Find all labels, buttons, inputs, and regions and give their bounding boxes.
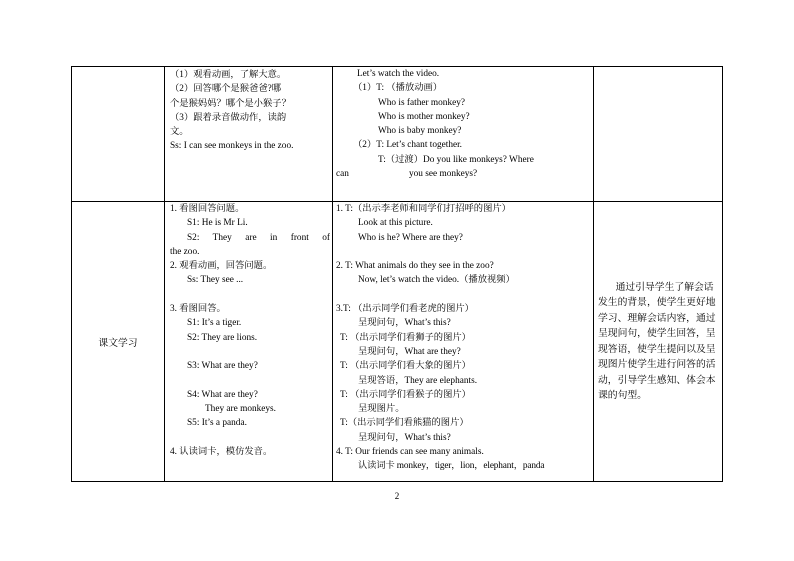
teacher-activity-line: T:（出示同学们看熊猫的图片） <box>340 418 469 429</box>
teacher-activity-line: 呈现问句，What’s this? <box>358 318 451 329</box>
student-activity-line: 文。 <box>170 127 189 138</box>
teacher-activity-line: 呈现问句，What are they? <box>358 346 461 357</box>
teacher-activity-line: T: （出示同学们看猴子的图片） <box>340 389 471 400</box>
teacher-activity-line: Who is baby monkey? <box>378 126 462 137</box>
student-response-line: S1: It’s a tiger. <box>187 318 242 329</box>
teacher-activity-line: Let’s watch the video. <box>357 69 440 79</box>
section-label: 课文学习 <box>98 337 138 349</box>
teacher-activity-line: Who is father monkey? <box>378 97 465 108</box>
student-response-line: S4: What are they? <box>187 389 258 400</box>
teacher-activity-line: T: （出示同学们看大象的图片） <box>340 361 471 372</box>
student-activity-line: （2）回答哪个是猴爸爸?哪 <box>170 84 282 95</box>
teacher-activity-line: T: （出示同学们看狮子的图片） <box>340 332 471 343</box>
blank-line <box>170 431 330 445</box>
design-intent-cell <box>594 202 723 482</box>
blank-line <box>170 374 330 388</box>
student-step-heading: 3. 看图回答。 <box>170 304 226 315</box>
teacher-activity-line: （2）T: Let’s chant together. <box>353 140 463 151</box>
student-response-line: S2: They are lions. <box>187 332 258 343</box>
student-response-line: S2: They are in front of <box>187 232 330 243</box>
blank-line <box>336 245 591 259</box>
student-activity-cell <box>165 67 333 202</box>
student-activity-line: 个是猴妈妈？哪个是小猴子？ <box>170 98 291 109</box>
section-label-cell-empty <box>72 67 165 202</box>
teacher-activity-line: T:（过渡）Do you like monkeys? Where <box>378 154 534 165</box>
student-response-line: Ss: They see ... <box>187 275 244 286</box>
teacher-step-heading: 1. T:（出示李老师和同学们打招呼的图片） <box>336 204 511 214</box>
teacher-step-heading: 4. T: Our friends can see many animals. <box>336 447 484 458</box>
teacher-activity-text: can <box>336 169 349 180</box>
teacher-activity-line-split <box>336 167 591 181</box>
student-response-line: the zoo. <box>170 246 200 257</box>
teacher-activity-line: （1）T: （播放动画） <box>353 83 443 94</box>
teacher-step-heading: 3.T: （出示同学们看老虎的图片） <box>336 304 474 315</box>
teacher-activity-line: 认读词卡 monkey，tiger，lion，elephant，panda <box>358 461 545 472</box>
teacher-activity-line: Who is he? Where are they? <box>358 232 463 243</box>
student-response-line: S5: It’s a panda. <box>187 418 247 429</box>
teacher-activity-line: 呈现答语，They are elephants. <box>358 375 478 386</box>
student-step-heading: 2. 观看动画，回答问题。 <box>170 261 273 272</box>
teacher-activity-line: Who is mother monkey? <box>378 111 470 122</box>
student-activity-cell <box>165 202 333 482</box>
teacher-activity-cell <box>333 67 594 202</box>
teacher-step-heading: 2. T: What animals do they see in the zoo? <box>336 261 494 272</box>
teacher-activity-text: you see monkeys? <box>409 169 478 180</box>
lesson-plan-table <box>71 66 723 482</box>
student-activity-line: （3）跟着录音做动作，读韵 <box>170 112 287 123</box>
table-row-text-learning <box>72 202 723 482</box>
page-number: 2 <box>394 491 400 501</box>
section-label-cell <box>72 202 165 482</box>
student-response-line: S3: What are they? <box>187 361 258 372</box>
teacher-activity-line: 呈现图片。 <box>358 404 405 415</box>
teacher-activity-line: Look at this picture. <box>358 218 433 229</box>
teacher-activity-cell <box>333 202 594 482</box>
teacher-activity-line: 呈现问句，What’s this? <box>358 432 451 443</box>
design-intent-text: 通过引导学生了解会话发生的背景，使学生更好地学习、理解会话内容，通过呈现问句，使学生回答，呈现答语，使学生提问以及呈现图片使学生进行问答的活动，引导学生感知、体会本课的句型。 <box>598 281 716 401</box>
blank-line <box>336 288 591 302</box>
student-step-heading: 1. 看图回答问题。 <box>170 204 245 214</box>
student-response-line: They are monkeys. <box>205 404 276 415</box>
blank-line <box>170 345 330 359</box>
student-activity-line: （1）观看动画，了解大意。 <box>170 70 287 80</box>
design-intent-cell-empty <box>594 67 723 202</box>
student-response-line: S1: He is Mr Li. <box>187 218 248 229</box>
student-step-heading: 4. 认读词卡，模仿发音。 <box>170 447 273 458</box>
student-activity-line: Ss: I can see monkeys in the zoo. <box>170 141 294 152</box>
blank-line <box>170 288 330 302</box>
table-row-continuation <box>72 67 723 202</box>
teacher-activity-line: Now, let’s watch the video.（播放视频） <box>358 275 515 286</box>
